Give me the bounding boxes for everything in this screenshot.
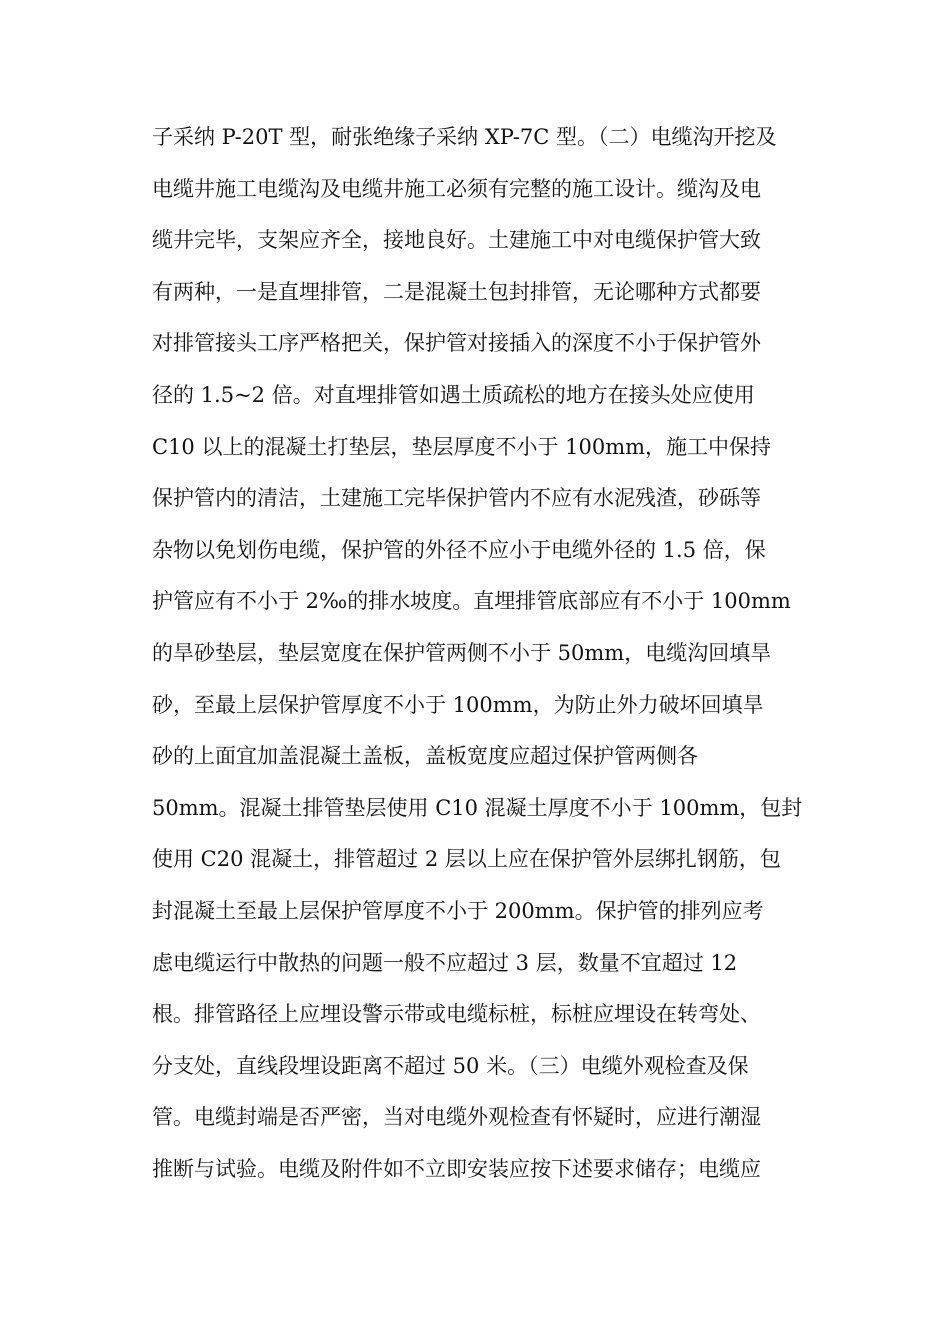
text-line: 径的 1.5~2 倍。对直埋排管如遇土质疏松的地方在接头处应使用: [152, 382, 755, 407]
text-line: 虑电缆运行中散热的问题一般不应超过 3 层，数量不宜超过 12: [152, 950, 738, 975]
text-line: 缆井完毕，支架应齐全，接地良好。土建施工中对电缆保护管大致: [152, 228, 761, 253]
text-line: 分支处，直线段埋设距离不超过 50 米。（三）电缆外观检查及保: [152, 1053, 749, 1078]
text-line: 有两种，一是直埋排管，二是混凝土包封排管，无论哪种方式都要: [152, 279, 761, 304]
text-line: C10 以上的混凝土打垫层，垫层厚度不小于 100mm，施工中保持: [152, 434, 772, 459]
text-line: 砂，至最上层保护管厚度不小于 100mm，为防止外力破坏回填旱: [152, 692, 764, 717]
text-line: 根。排管路径上应埋设警示带或电缆标桩，标桩应埋设在转弯处、: [152, 1002, 761, 1027]
text-line: 推断与试验。电缆及附件如不立即安装应按下述要求储存；电缆应: [152, 1156, 761, 1181]
text-line: 对排管接头工序严格把关，保护管对接插入的深度不小于保护管外: [152, 331, 761, 356]
text-line: 封混凝土至最上层保护管厚度不小于 200mm。保护管的排列应考: [152, 898, 764, 923]
text-line: 50mm。混凝土排管垫层使用 C10 混凝土厚度不小于 100mm，包封: [152, 795, 803, 820]
text-line: 护管应有不小于 2‰的排水坡度。直埋排管底部应有不小于 100mm: [152, 589, 791, 614]
text-line: 子采纳 P-20T 型，耐张绝缘子采纳 XP-7C 型。（二）电缆沟开挖及: [152, 125, 777, 149]
body-paragraph: [152, 112, 812, 1195]
text-line: 管。电缆封端是否严密，当对电缆外观检查有怀疑时，应进行潮湿: [152, 1105, 761, 1130]
text-line: 杂物以免划伤电缆，保护管的外径不应小于电缆外径的 1.5 倍，保: [152, 537, 766, 562]
text-line: 保护管内的清洁，土建施工完毕保护管内不应有水泥残渣，砂砾等: [152, 486, 761, 511]
text-line: 砂的上面宜加盖混凝土盖板，盖板宽度应超过保护管两侧各: [152, 744, 698, 769]
text-line: 的旱砂垫层，垫层宽度在保护管两侧不小于 50mm，电缆沟回填旱: [152, 640, 772, 665]
text-line: 使用 C20 混凝土，排管超过 2 层以上应在保护管外层绑扎钢筋，包: [152, 847, 781, 872]
text-line: 电缆井施工电缆沟及电缆井施工必须有完整的施工设计。缆沟及电: [152, 176, 761, 201]
